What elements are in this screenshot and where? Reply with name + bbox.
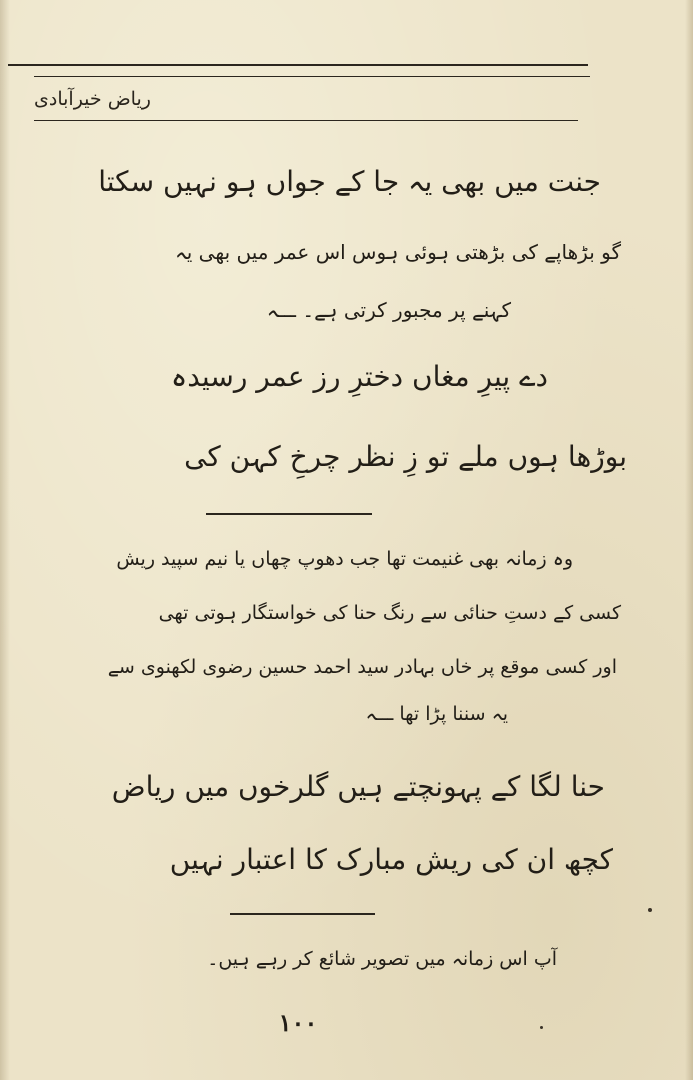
verse-line-4: حنا لگا کے پہونچتے ہیں گلرخوں میں ریاض: [111, 770, 605, 803]
page-number: ۱۰۰: [278, 1008, 318, 1037]
running-head: ریاض خیرآبادی: [34, 88, 151, 110]
verse-line-2: دے پیرِ مغاں دخترِ رز عمر رسیدہ: [170, 360, 548, 393]
verse-line-3: بوڑھا ہوں ملے تو زِ نظر چرخِ کہن کی: [184, 440, 627, 473]
prose-line-2: کہنے پر مجبور کرتی ہے۔ ـــہ: [266, 298, 511, 322]
section-divider-2: [230, 913, 375, 915]
paper-speck: [648, 908, 652, 912]
header-rule-bottom: [34, 120, 578, 121]
header-rule-top: [8, 64, 588, 66]
prose-line-1: گو بڑھاپے کی بڑھتی ہوئی ہوس اس عمر میں بھی یہ: [175, 240, 621, 264]
paper-speck: [540, 1026, 543, 1029]
page-edge-shadow-right: [685, 0, 693, 1080]
prose-line-6: یہ سننا پڑا تھا ـــہ: [365, 703, 508, 725]
verse-line-5: کچھ ان کی ریش مبارک کا اعتبار نہیں: [169, 843, 613, 876]
prose-line-4: کسی کے دستِ حنائی سے رنگ حنا کی خواستگار ہوتی تھی: [158, 602, 621, 624]
page-edge-shadow-left: [0, 0, 10, 1080]
verse-line-1: جنت میں بھی یہ جا کے جواں ہو نہیں سکتا: [98, 165, 601, 198]
closing-line: آپ اس زمانہ میں تصویر شائع کر رہے ہیں۔: [207, 948, 557, 970]
prose-line-3: وہ زمانہ بھی غنیمت تھا جب دھوپ چھاں یا نیم سپید ریش: [116, 548, 573, 570]
prose-line-5: اور کسی موقع پر خاں بہادر سید احمد حسین رضوی لکھنوی سے: [107, 656, 617, 678]
section-divider-1: [206, 513, 372, 515]
header-rule-middle: [34, 76, 590, 77]
